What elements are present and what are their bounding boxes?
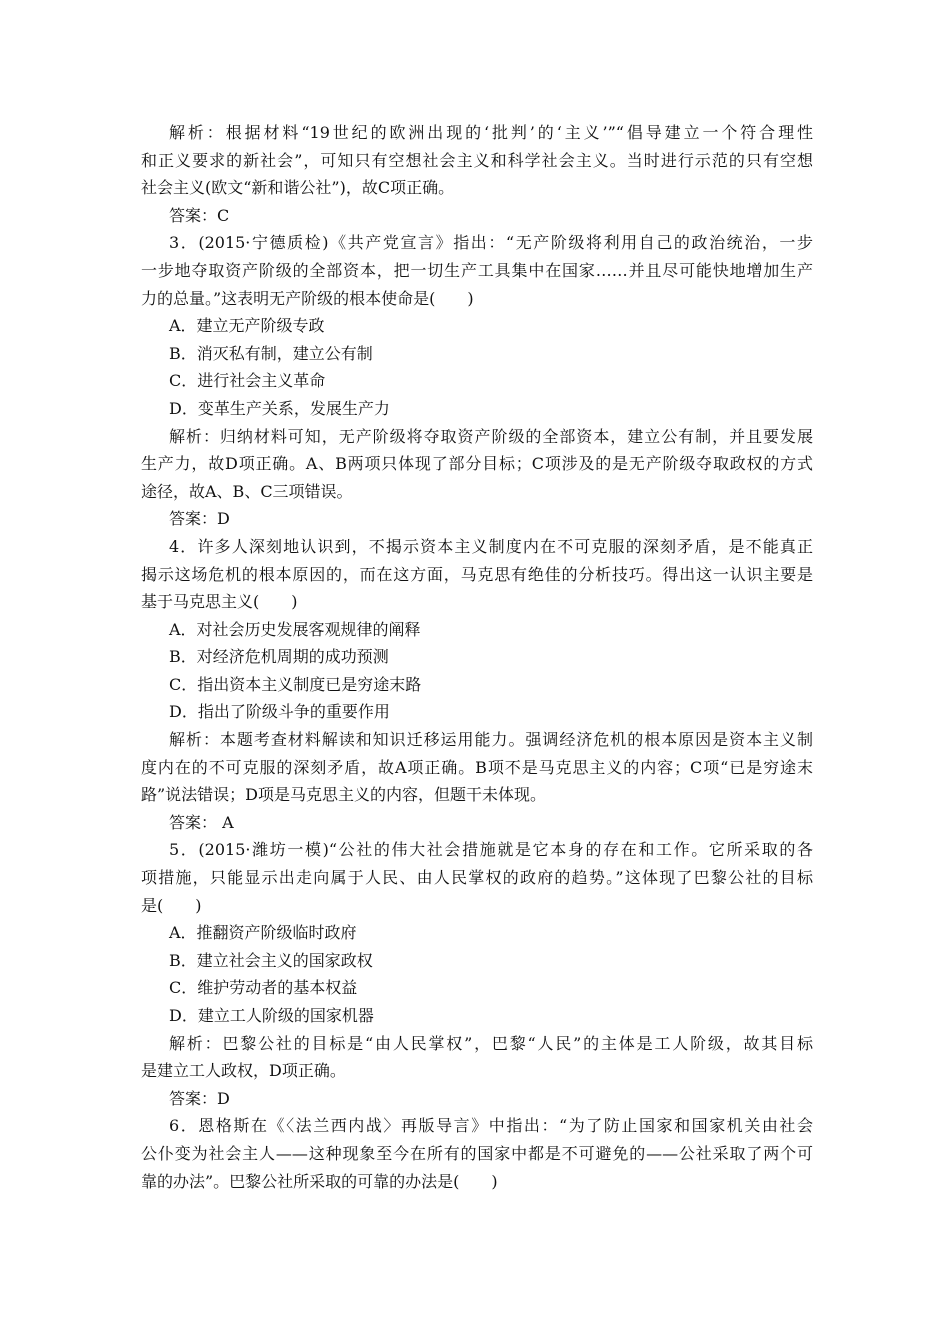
text-line: 力的总量。”这表明无产阶级的根本使命是( ) — [141, 288, 474, 308]
text-line: 一步地夺取资产阶级的全部资本，把一切生产工具集中在国家……并且尽可能快地增加生产 — [141, 260, 813, 280]
text-line: D．变革生产关系，发展生产力 — [169, 398, 390, 418]
text-line: 答案：D — [169, 509, 230, 529]
text-line: 生产力，故D项正确。A、B两项只体现了部分目标；C项涉及的是无产阶级夺取政权的方式 — [141, 454, 813, 474]
text-line: 答案：C — [169, 205, 230, 225]
text-line: 和正义要求的新社会”，可知只有空想社会主义和科学社会主义。当时进行示范的只有空想 — [141, 150, 813, 170]
text-line: 解析：归纳材料可知，无产阶级将夺取资产阶级的全部资本，建立公有制，并且要发展 — [169, 426, 813, 446]
text-line: 解析：本题考查材料解读和知识迁移运用能力。强调经济危机的根本原因是资本主义制 — [169, 730, 813, 750]
text-line: 社会主义(欧文“新和谐公社”)，故C项正确。 — [141, 178, 455, 198]
text-line: 答案：D — [169, 1088, 230, 1108]
text-line: 6．恩格斯在《〈法兰西内战〉再版导言》中指出：“为了防止国家和国家机关由社会 — [169, 1116, 813, 1136]
text-line: 揭示这场危机的根本原因的，而在这方面，马克思有绝佳的分析技巧。得出这一认识主要是 — [141, 564, 813, 584]
document-body — [141, 119, 813, 1195]
text-line: 是( ) — [141, 895, 202, 915]
text-line: 靠的办法”。巴黎公社所采取的可靠的办法是( ) — [141, 1171, 498, 1191]
text-line: 解析：根据材料“19世纪的欧洲出现的‘批判’的‘主义’”“倡导建立一个符合理性 — [169, 123, 813, 142]
text-line: 途径，故A、B、C三项错误。 — [141, 481, 353, 501]
text-line: B．对经济危机周期的成功预测 — [169, 647, 389, 667]
text-line: 3．(2015·宁德质检)《共产党宣言》指出：“无产阶级将利用自己的政治统治，一步 — [169, 233, 813, 253]
text-line: 基于马克思主义( ) — [141, 592, 298, 612]
text-line: A．推翻资产阶级临时政府 — [169, 923, 357, 943]
text-line: C．维护劳动者的基本权益 — [169, 978, 358, 998]
text-line: C．进行社会主义革命 — [169, 371, 326, 391]
text-line: 4．许多人深刻地认识到，不揭示资本主义制度内在不可克服的深刻矛盾，是不能真正 — [169, 536, 813, 556]
text-line: B．消灭私有制，建立公有制 — [169, 343, 373, 363]
text-line: 是建立工人政权，D项正确。 — [141, 1061, 346, 1081]
text-line: D．建立工人阶级的国家机器 — [169, 1006, 374, 1025]
text-line: 解析：巴黎公社的目标是“由人民掌权”，巴黎“人民”的主体是工人阶级，故其目标 — [169, 1033, 813, 1053]
text-line: A．对社会历史发展客观规律的阐释 — [169, 619, 421, 639]
text-line: A．建立无产阶级专政 — [169, 316, 325, 336]
text-line: 项措施，只能显示出走向属于人民、由人民掌权的政府的趋势。”这体现了巴黎公社的目标 — [141, 868, 813, 888]
text-line: 度内在的不可克服的深刻矛盾，故A项正确。B项不是马克思主义的内容；C项“已是穷途末 — [141, 757, 813, 777]
text-line: 答案： A — [169, 812, 234, 832]
text-line: 公仆变为社会主人——这种现象至今在所有的国家中都是不可避免的——公社采取了两个可 — [141, 1143, 813, 1163]
text-line: B．建立社会主义的国家政权 — [169, 950, 373, 970]
text-line: 路”说法错误；D项是马克思主义的内容，但题干未体现。 — [141, 785, 547, 805]
text-line: 5．(2015·潍坊一模)“公社的伟大社会措施就是它本身的存在和工作。它所采取的各 — [169, 840, 813, 860]
text-line: D．指出了阶级斗争的重要作用 — [169, 702, 390, 722]
text-line: C．指出资本主义制度已是穷途末路 — [169, 674, 422, 694]
